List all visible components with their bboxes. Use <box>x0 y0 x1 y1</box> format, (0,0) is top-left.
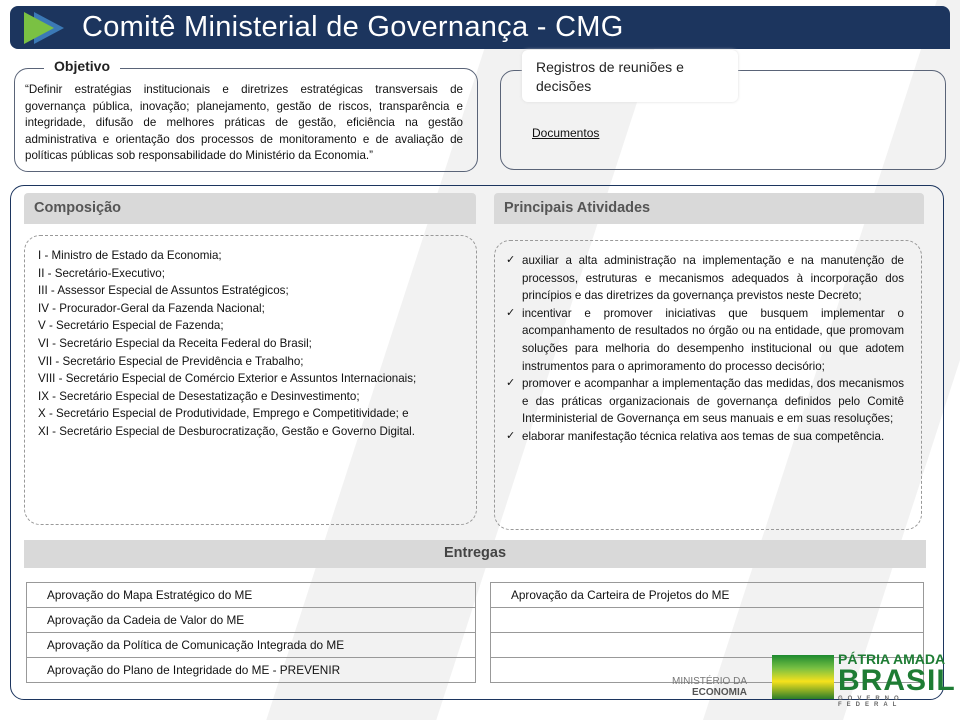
table-row <box>27 583 476 608</box>
list-item: VII - Secretário Especial de Previdência e Trabalho; <box>38 354 304 368</box>
list-item: ✓ elaborar manifestação técnica relativa aos temas de sua competência. <box>506 428 904 446</box>
check-icon: ✓ <box>506 254 516 266</box>
ministerio-economia-logo: MINISTÉRIO DA ECONOMIA <box>672 676 748 698</box>
table-row <box>491 608 924 633</box>
table-cell: Aprovação da Carteira de Projetos do ME <box>491 583 924 608</box>
entregas-header: Entregas <box>24 540 926 568</box>
patria-amada-brasil-logo: PÁTRIA AMADA BRASIL GOVERNO FEDERAL <box>838 651 956 708</box>
list-item: ✓ auxiliar a alta administração na implementação e na manutenção de processos, estruturas e mecanismos adequados à incorporação dos princípios e das diretrizes da governança previstos neste Decreto; <box>506 254 904 303</box>
table-row <box>27 658 476 683</box>
atividades-header: Principais Atividades <box>494 193 924 224</box>
table-row <box>27 633 476 658</box>
composicao-list <box>38 247 416 441</box>
list-item: ✓ incentivar e promover iniciativas que busquem implementar o acompanhamento de resultados no órgão ou na entidade, que promovam soluções para melhoria do desempenho institucional ou que adotem instrumentos para o aprimoramento do processo decisório; <box>506 306 904 373</box>
table-cell: Aprovação do Plano de Integridade do ME - PREVENIR <box>27 658 476 683</box>
page-title: Comitê Ministerial de Governança - CMG <box>82 11 624 43</box>
list-item: VIII - Secretário Especial de Comércio Exterior e Assuntos Internacionais; <box>38 372 417 386</box>
list-item: IX - Secretário Especial de Desestatização e Desinvestimento; <box>38 389 360 403</box>
composicao-header: Composição <box>24 193 476 224</box>
brasil-flag-logo <box>772 655 834 699</box>
list-item: VI - Secretário Especial da Receita Federal do Brasil; <box>38 336 312 350</box>
play-arrow-icon <box>24 12 72 44</box>
title-bar <box>10 6 950 49</box>
table-row <box>27 608 476 633</box>
list-item: IV - Procurador-Geral da Fazenda Nacional; <box>38 301 265 315</box>
list-item: ✓ promover e acompanhar a implementação das medidas, dos mecanismos e das práticas organizacionais de governança definidos pelo Comitê Interministerial de Governança em seus manuais e em suas resoluções; <box>506 377 904 426</box>
table-row <box>491 583 924 608</box>
list-item: XI - Secretário Especial de Desburocratização, Gestão e Governo Digital. <box>38 424 415 438</box>
list-item: III - Assessor Especial de Assuntos Estratégicos; <box>38 284 289 298</box>
check-icon: ✓ <box>506 429 516 442</box>
objetivo-label: Objetivo <box>44 58 120 74</box>
table-cell: Aprovação da Política de Comunicação Integrada do ME <box>27 633 476 658</box>
entregas-table-left <box>26 582 476 683</box>
atividades-list <box>506 252 904 446</box>
check-icon: ✓ <box>506 377 516 390</box>
table-cell: Aprovação do Mapa Estratégico do ME <box>27 583 476 608</box>
table-cell <box>491 608 924 633</box>
check-icon: ✓ <box>506 306 516 319</box>
list-item: X - Secretário Especial de Produtividade, Emprego e Competitividade; e <box>38 407 409 421</box>
list-item: I - Ministro de Estado da Economia; <box>38 249 222 262</box>
registros-label: Registros de reuniões e decisões <box>522 50 738 102</box>
list-item: II - Secretário-Executivo; <box>38 266 165 280</box>
table-cell: Aprovação da Cadeia de Valor do ME <box>27 608 476 633</box>
list-item: V - Secretário Especial de Fazenda; <box>38 319 224 333</box>
documentos-link[interactable]: Documentos <box>532 126 600 140</box>
objetivo-text: “Definir estratégias institucionais e diretrizes estratégicas transversais de governança pública, inovação; planejamento, gestão de riscos, transparência e integridade, difusão de melhores práticas de gestão, eficiência na gestão administrativa e orientação dos processos de monitoramento e de avaliação de políticas públicas sob responsabilidade do Ministério da Economia.” <box>25 83 463 163</box>
